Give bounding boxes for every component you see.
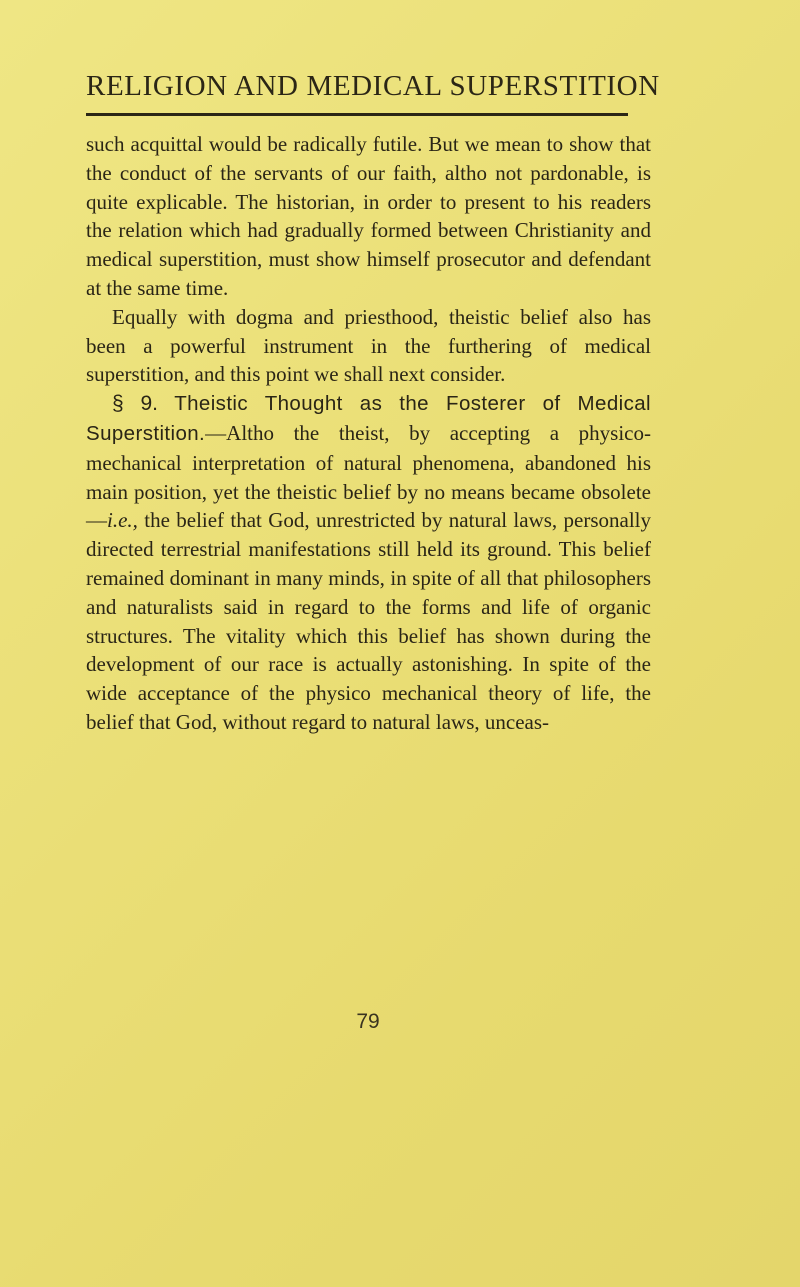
body-text [86,130,651,737]
paragraph-3-text-b: the belief that God, unrestricted by natural laws, personally directed terrestrial manifestations still held its ground. This belief remained dominant in many minds, in spite of all that philosophers and naturalists said in regard to the forms and life of organic structures. The vitality which this belief has shown during the development of our race is actually astonishing. In spite of the wide acceptance of the physico mechanical theory of life, the belief that God, without regard to natural laws, unceas- [86,508,651,734]
running-head: RELIGION AND MEDICAL SUPERSTITION [86,70,660,102]
paragraph-2: Equally with dogma and priesthood, theistic belief also has been a powerful instrument in the furthering of medical superstition, and this point we shall next consider. [86,304,651,387]
section-number: § 9. [112,392,158,416]
section-title: Theistic Thought as the Fosterer of Medical Superstition. [86,392,651,445]
page-number: 79 [356,1010,380,1033]
paragraph-3-text-a: —Altho the theist, by accepting a physico-mechanical interpretation of natural phenomena, abandoned his main position, yet the theistic belief by no means became obsolete— [86,420,651,533]
ie-abbreviation: i.e., [107,508,138,533]
paragraph-1: such acquittal would be radically futile. But we mean to show that the conduct of the servants of our faith, altho not pardonable, is quite explicable. The historian, in order to present to his readers the relation which had gradually formed between Christianity and medical superstition, must show himself prosecutor and defendant at the same time. [86,132,651,300]
paragraph-3 [86,389,651,737]
header-rule [86,113,628,116]
